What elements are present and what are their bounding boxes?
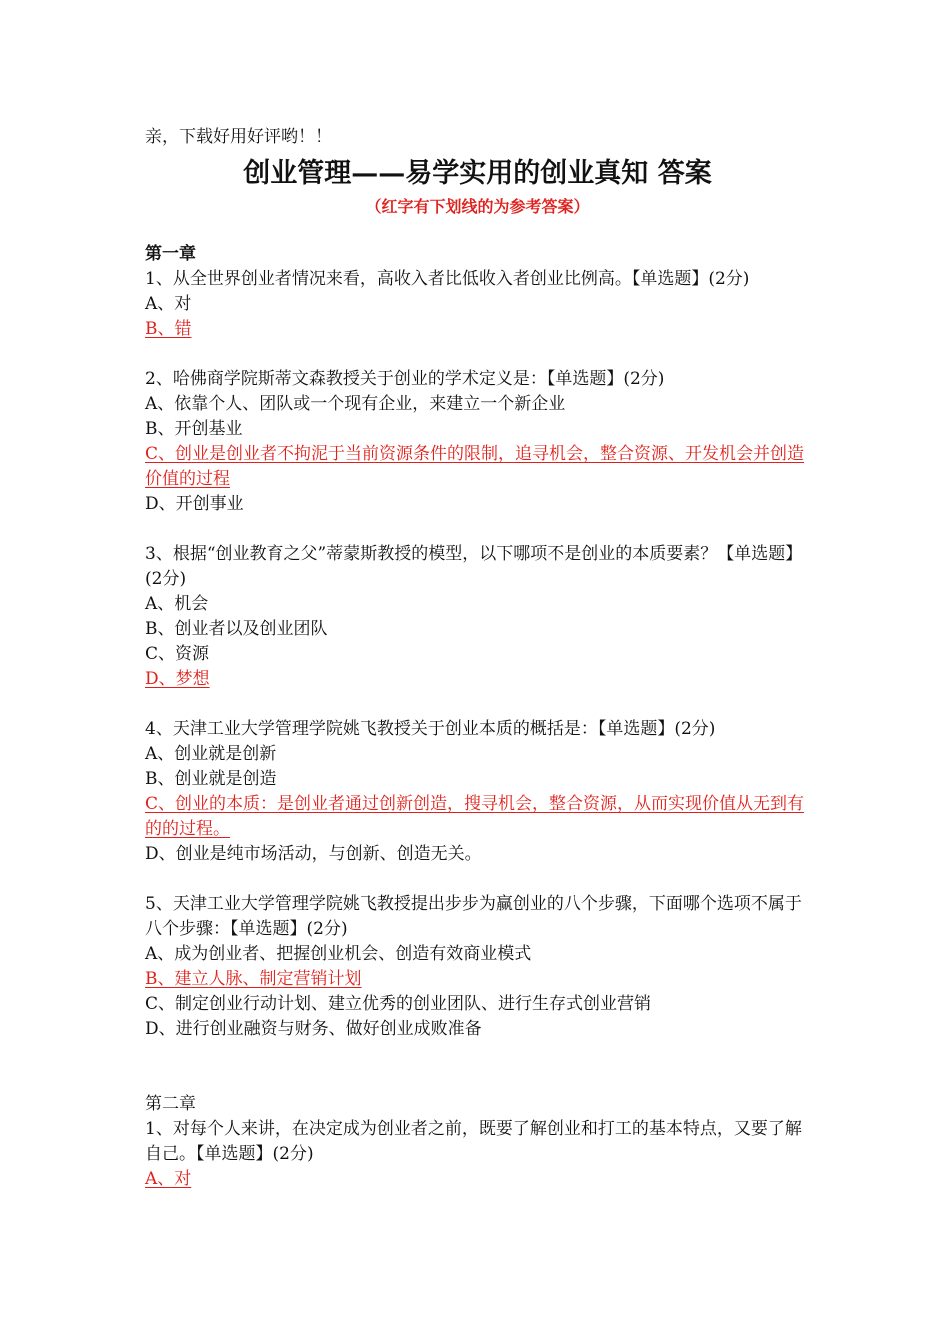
option-b: B、创业就是创造 [145,769,277,789]
page-title: 创业管理——易学实用的创业真知 答案 [243,158,712,189]
document-content [145,125,810,1217]
option-d: D、开创事业 [145,494,244,514]
option-c-answer: C、创业是创业者不拘泥于当前资源条件的限制，追寻机会，整合资源、开发机会并创造价值的过程 [145,444,805,489]
question-2 [145,367,810,517]
question-1 [145,267,810,342]
intro-text: 亲，下载好用好评哟！！ [145,127,332,147]
option-a: A、机会 [145,594,209,614]
option-d-answer: D、梦想 [145,669,210,689]
option-c-answer: C、创业的本质：是创业者通过创新创造，搜寻机会，整合资源，从而实现价值从无到有的的过程。 [145,794,805,839]
option-b: B、开创基业 [145,419,243,439]
question-3 [145,542,810,692]
chapter-1 [145,242,810,1042]
option-c: C、资源 [145,644,210,664]
chapter-heading: 第二章 [145,1094,196,1114]
question-text: 4、天津工业大学管理学院姚飞教授关于创业本质的概括是：【单选题】(2分) [145,719,716,739]
chapter-heading: 第一章 [145,244,196,264]
option-a: A、对 [145,294,192,314]
option-c: C、制定创业行动计划、建立优秀的创业团队、进行生存式创业营销 [145,994,652,1014]
question-text: 1、对每个人来讲，在决定成为创业者之前，既要了解创业和打工的基本特点，又要了解自己。【单选题】(2分) [145,1119,802,1164]
question-text: 3、根据“创业教育之父”蒂蒙斯教授的模型，以下哪项不是创业的本质要素？【单选题】(2分) [145,544,803,589]
question-4 [145,717,810,867]
option-b: B、创业者以及创业团队 [145,619,328,639]
option-a: A、创业就是创新 [145,744,277,764]
option-b-answer: B、建立人脉、制定营销计划 [145,969,362,989]
option-a-answer: A、对 [145,1169,192,1189]
option-a: A、依靠个人、团队或一个现有企业，来建立一个新企业 [145,394,566,414]
option-d: D、进行创业融资与财务、做好创业成败准备 [145,1019,482,1039]
question-text: 1、从全世界创业者情况来看，高收入者比低收入者创业比例高。【单选题】(2分) [145,269,750,289]
page-subtitle: （红字有下划线的为参考答案） [365,197,590,216]
question-5 [145,892,810,1042]
chapter-2 [145,1092,810,1192]
question-text: 5、天津工业大学管理学院姚飞教授提出步步为赢创业的八个步骤，下面哪个选项不属于八个步骤：【单选题】(2分) [145,894,802,939]
option-a: A、成为创业者、把握创业机会、创造有效商业模式 [145,944,532,964]
question-text: 2、哈佛商学院斯蒂文森教授关于创业的学术定义是：【单选题】(2分) [145,369,665,389]
question-1 [145,1117,810,1192]
option-b-answer: B、错 [145,319,192,339]
option-d: D、创业是纯市场活动，与创新、创造无关。 [145,844,482,864]
